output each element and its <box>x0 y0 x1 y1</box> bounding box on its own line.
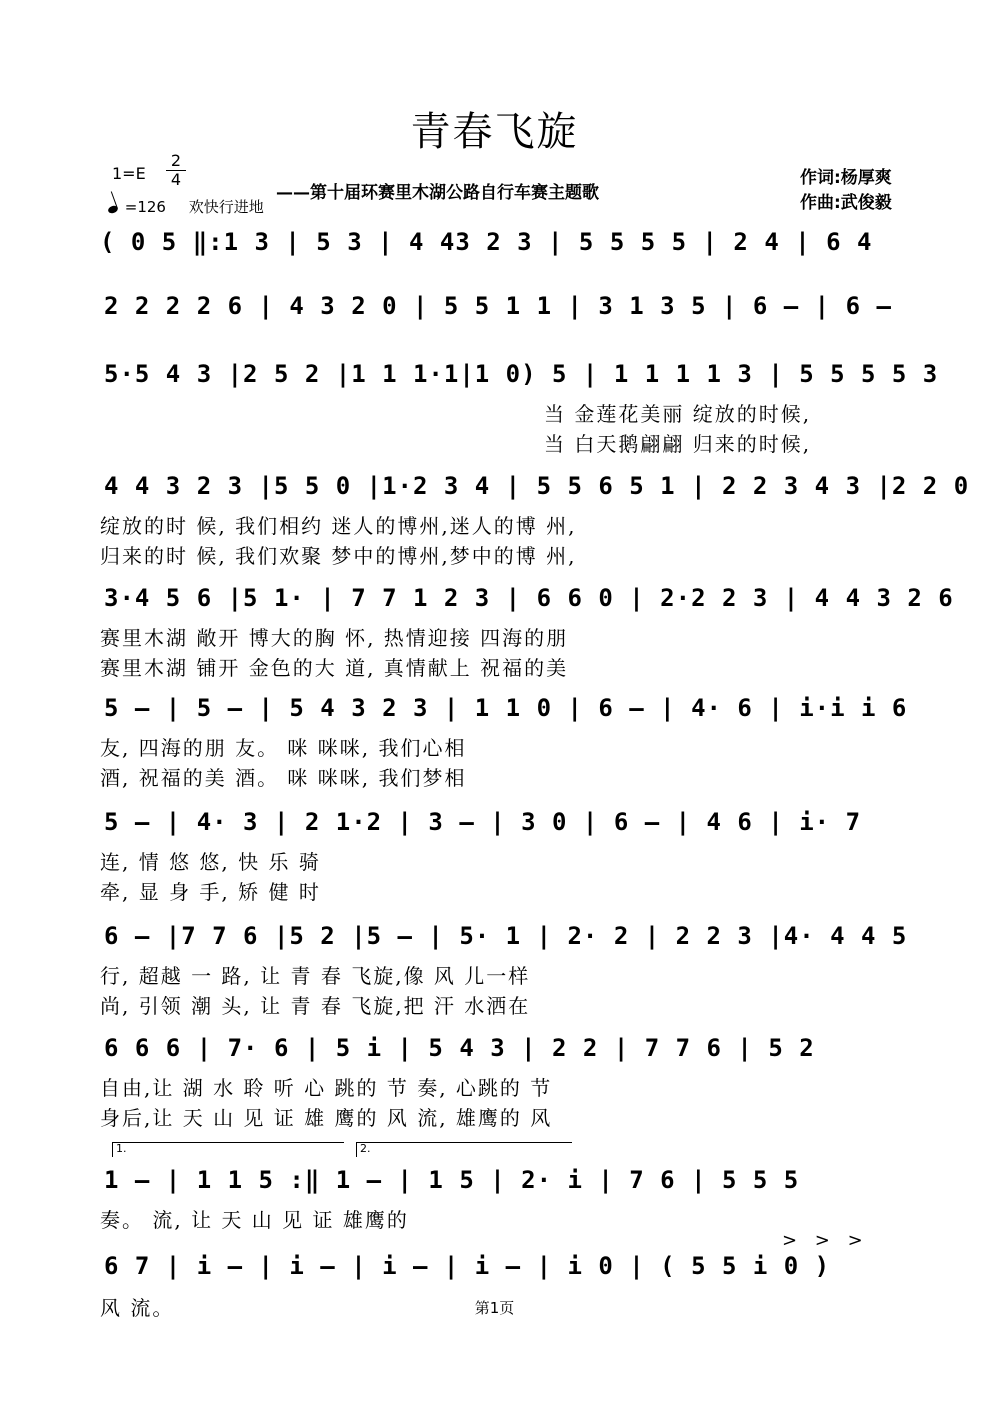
tempo-value: =126 <box>124 198 166 216</box>
lyrics-verse-2: 尚, 引领 潮 头, 让 青 春 飞旋,把 汗 水洒在 <box>100 994 531 1018</box>
meter-bottom: 4 <box>166 170 186 189</box>
song-title: 青春飞旋 <box>410 109 579 155</box>
notation-line: 1 – | 1 1 5 :‖ 1 – | 1 5 | 2· i | 7 6 | 5 5 5 <box>104 1166 800 1194</box>
notation-line: 4 4 3 2 3 |5 5 0 |1·2 3 4 | 5 5 6 5 1 | 2 2 3 4 3 |2 2 0 <box>104 472 970 500</box>
notation-line: 6 6 6 | 7· 6 | 5 i | 5 4 3 | 2 2 | 7 7 6 | 5 2 <box>104 1034 815 1062</box>
lyrics-verse-1: 奏。 流, 让 天 山 见 证 雄鹰的 <box>100 1208 409 1232</box>
notation-line: 6 – |7 7 6 |5 2 |5 – | 5· 1 | 2· 2 | 2 2 3 |4· 4 4 5 <box>104 922 908 950</box>
lyrics-verse-1: 连, 情 悠 悠, 快 乐 骑 <box>100 850 321 874</box>
lyrics-verse-1: 绽放的时 候, 我们相约 迷人的博州,迷人的博 州, <box>100 514 577 538</box>
lyrics-verse-2: 身后,让 天 山 见 证 雄 鹰的 风 流, 雄鹰的 风 <box>100 1106 553 1130</box>
lyrics-verse-2: 当 白天鹅翩翩 归来的时候, <box>544 432 812 456</box>
lyrics-verse-2: 牵, 显 身 手, 矫 健 时 <box>100 880 321 904</box>
lyrics-verse-2: 归来的时 候, 我们欢聚 梦中的博州,梦中的博 州, <box>100 544 577 568</box>
song-subtitle: ——第十届环赛里木湖公路自行车赛主题歌 <box>276 183 599 203</box>
key-signature: 1=E <box>112 164 146 183</box>
notation-line: ( 0 5 ‖:1 3 | 5 3 | 4 43 2 3 | 5 5 5 5 | 2 4 | 6 4 <box>100 228 873 256</box>
notation-line: 6 7 | i – | i – | i – | i – | i 0 | ( 5 5 i 0 ) <box>104 1252 831 1280</box>
time-signature <box>166 152 186 189</box>
notation-line: 5 – | 4· 3 | 2 1·2 | 3 – | 3 0 | 6 – | 4 6 | i· 7 <box>104 808 862 836</box>
accent-marks: > > > <box>782 1230 869 1251</box>
quarter-note-icon <box>107 205 119 215</box>
lyrics-verse-1: 当 金莲花美丽 绽放的时候, <box>544 402 812 426</box>
meter-top: 2 <box>170 151 182 170</box>
score-row-11 <box>0 1252 989 1412</box>
expression-mark: 欢快行进地 <box>188 198 264 216</box>
notation-line: 3·4 5 6 |5 1· | 7 7 1 2 3 | 6 6 0 | 2·2 2 3 | 4 4 3 2 6 <box>104 584 954 612</box>
lyrics-verse-1: 赛里木湖 敞开 博大的胸 怀, 热情迎接 四海的朋 <box>100 626 569 650</box>
tempo-marking <box>108 196 264 217</box>
lyrics-verse-1: 行, 超越 一 路, 让 青 春 飞旋,像 风 儿一样 <box>100 964 531 988</box>
page-number: 第1页 <box>474 1299 515 1317</box>
notation-line: 2 2 2 2 6 | 4 3 2 0 | 5 5 1 1 | 3 1 3 5 | 6 – | 6 – <box>104 292 892 320</box>
notation-line: 5·5 4 3 |2 5 2 |1 1 1·1|1 0) 5 | 1 1 1 1 3 | 5 5 5 5 3 <box>104 360 939 388</box>
credits <box>800 166 892 216</box>
notation-line: 5 – | 5 – | 5 4 3 2 3 | 1 1 0 | 6 – | 4· 6 | i·i i 6 <box>104 694 908 722</box>
lyrics-verse-1: 自由,让 湖 水 聆 听 心 跳的 节 奏, 心跳的 节 <box>100 1076 553 1100</box>
lyrics-verse-2: 酒, 祝福的美 酒。 咪 咪咪, 我们梦相 <box>100 766 467 790</box>
composer: 作曲:武俊毅 <box>800 193 892 213</box>
lyrics-verse-2: 赛里木湖 铺开 金色的大 道, 真情献上 祝福的美 <box>100 656 569 680</box>
lyrics-verse-1: 友, 四海的朋 友。 咪 咪咪, 我们心相 <box>100 736 467 760</box>
second-ending-bracket: 2. <box>356 1142 572 1157</box>
lyricist: 作词:杨厚爽 <box>800 168 892 188</box>
lyrics-verse-1: 风 流。 <box>100 1296 175 1320</box>
first-ending-bracket: 1. <box>112 1142 344 1157</box>
